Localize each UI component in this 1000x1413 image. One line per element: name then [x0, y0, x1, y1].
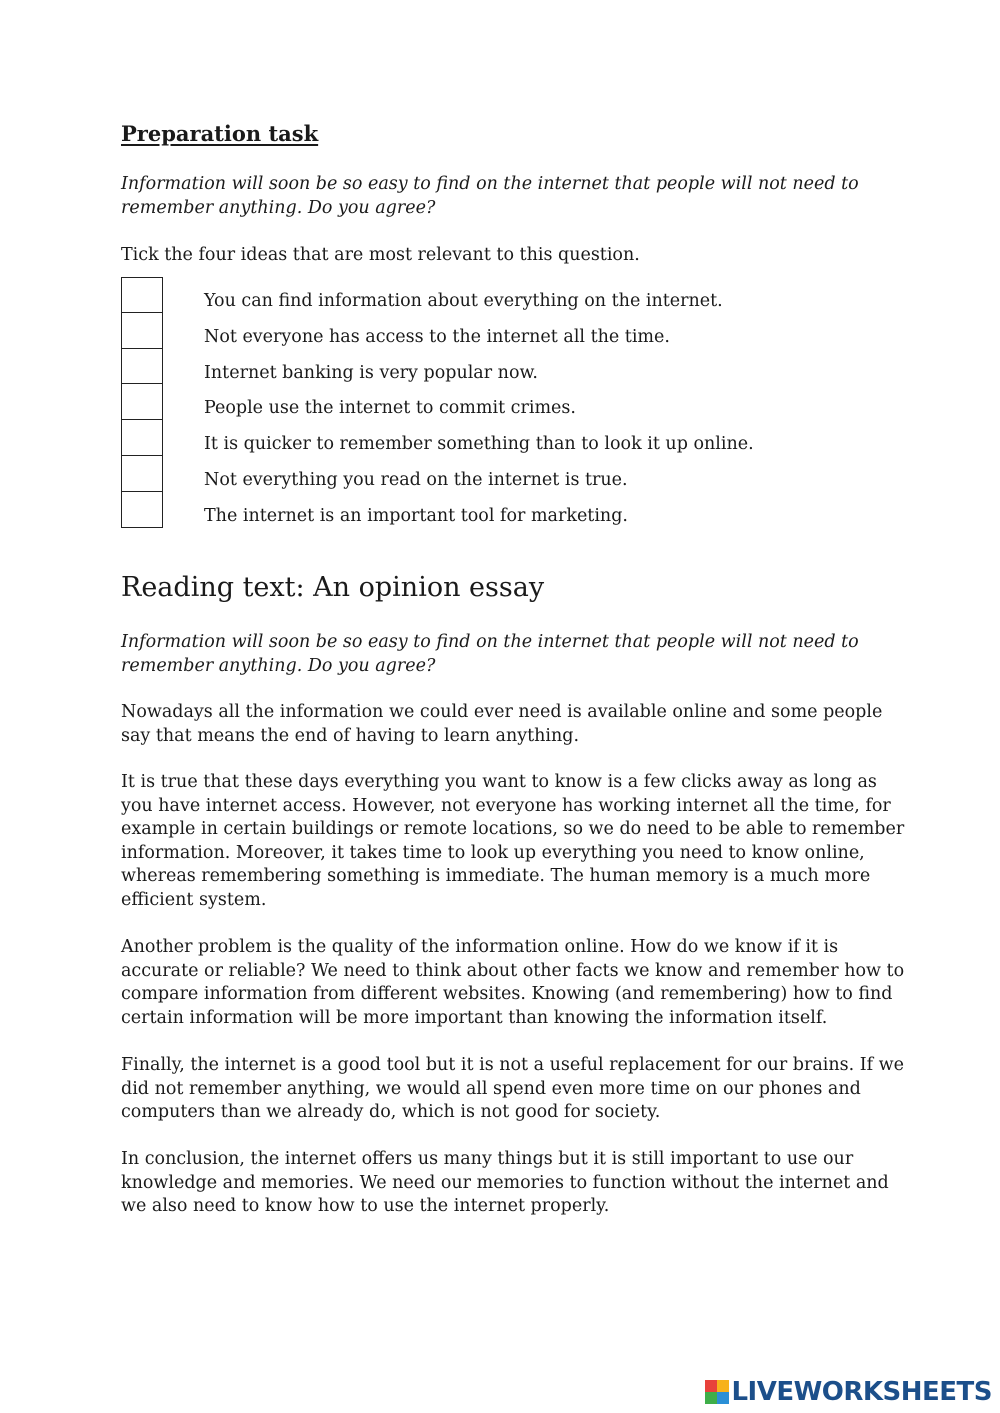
essay-line: efficient system. — [121, 889, 267, 910]
idea-item — [121, 492, 881, 528]
essay-line: compare information from different websites. Knowing (and remembering) how to find — [121, 984, 893, 1005]
idea-text: Internet banking is very popular now. — [204, 362, 538, 383]
essay-line: Another problem is the quality of the information online. How do we know if it is — [121, 937, 839, 957]
logo-square — [705, 1392, 717, 1404]
essay-line: knowledge and memories. We need our memories to function without the internet and — [121, 1172, 889, 1193]
essay-paragraph-access — [121, 771, 904, 913]
idea-text: Not everything you read on the internet is true. — [204, 469, 628, 490]
tick-instruction: Tick the four ideas that are most relevant to this question. — [121, 245, 640, 265]
idea-text: It is quicker to remember something than to look it up online. — [204, 434, 754, 455]
essay-paragraph-introduction — [121, 701, 882, 748]
preparation-task-heading: Preparation task — [121, 121, 319, 146]
essay-line: say that means the end of having to learn anything. — [121, 725, 580, 746]
tick-box[interactable] — [121, 277, 163, 313]
essay-line: information. Moreover, it takes time to look up everything you need to know online, — [121, 842, 865, 863]
idea-item — [121, 277, 881, 313]
liveworksheets-wordmark: LIVEWORKSHEETS — [731, 1377, 992, 1407]
essay-line: did not remember anything, we would all spend even more time on our phones and — [121, 1078, 861, 1099]
essay-line: In conclusion, the internet offers us many things but it is still important to use our — [121, 1149, 854, 1169]
idea-item — [121, 349, 881, 385]
tick-box[interactable] — [121, 384, 163, 420]
idea-checklist — [121, 277, 881, 528]
preparation-prompt — [121, 172, 859, 220]
essay-line: Finally, the internet is a good tool but it is not a useful replacement for our brains. If we — [121, 1055, 905, 1075]
tick-box[interactable] — [121, 492, 163, 528]
prompt-line: Information will soon be so easy to find on the internet that people will not need to — [121, 174, 859, 194]
essay-line: accurate or reliable? We need to think about other facts we know and remember how to — [121, 960, 905, 981]
idea-item — [121, 313, 881, 349]
essay-question — [121, 630, 859, 678]
reading-text-heading: Reading text: An opinion essay — [121, 572, 545, 603]
idea-item — [121, 420, 881, 456]
idea-text: Not everyone has access to the internet all the time. — [204, 326, 670, 347]
essay-paragraph-conclusion — [121, 1148, 889, 1219]
idea-item — [121, 456, 881, 492]
idea-text: The internet is an important tool for marketing. — [204, 505, 628, 526]
essay-line: Nowadays all the information we could ever need is available online and some people — [121, 702, 883, 722]
liveworksheets-watermark — [705, 1379, 992, 1405]
tick-box[interactable] — [121, 420, 163, 456]
essay-line: certain information will be more important than knowing the information itself. — [121, 1007, 828, 1028]
prompt-line: Information will soon be so easy to find on the internet that people will not need to — [121, 632, 859, 652]
logo-square — [717, 1380, 729, 1392]
essay-line: It is true that these days everything you want to know is a few clicks away as long as — [121, 772, 877, 792]
essay-paragraph-finally — [121, 1054, 904, 1125]
tick-box[interactable] — [121, 313, 163, 349]
essay-line: example in certain buildings or remote locations, so we do need to be able to remember — [121, 819, 905, 840]
essay-line: whereas remembering something is immediate. The human memory is a much more — [121, 866, 871, 887]
essay-line: we also need to know how to use the internet properly. — [121, 1196, 610, 1217]
essay-line: you have internet access. However, not everyone has working internet all the time, for — [121, 795, 891, 816]
prompt-line: remember anything. Do you agree? — [121, 656, 436, 676]
idea-text: You can find information about everything on the internet. — [204, 291, 723, 311]
idea-item — [121, 384, 881, 420]
tick-box[interactable] — [121, 349, 163, 385]
essay-paragraph-quality — [121, 936, 904, 1030]
idea-text: People use the internet to commit crimes. — [204, 398, 576, 419]
tick-box[interactable] — [121, 456, 163, 492]
logo-square — [717, 1392, 729, 1404]
prompt-line: remember anything. Do you agree? — [121, 198, 436, 218]
liveworksheets-logo-icon — [705, 1380, 729, 1404]
essay-line: computers than we already do, which is not good for society. — [121, 1102, 661, 1123]
logo-square — [705, 1380, 717, 1392]
